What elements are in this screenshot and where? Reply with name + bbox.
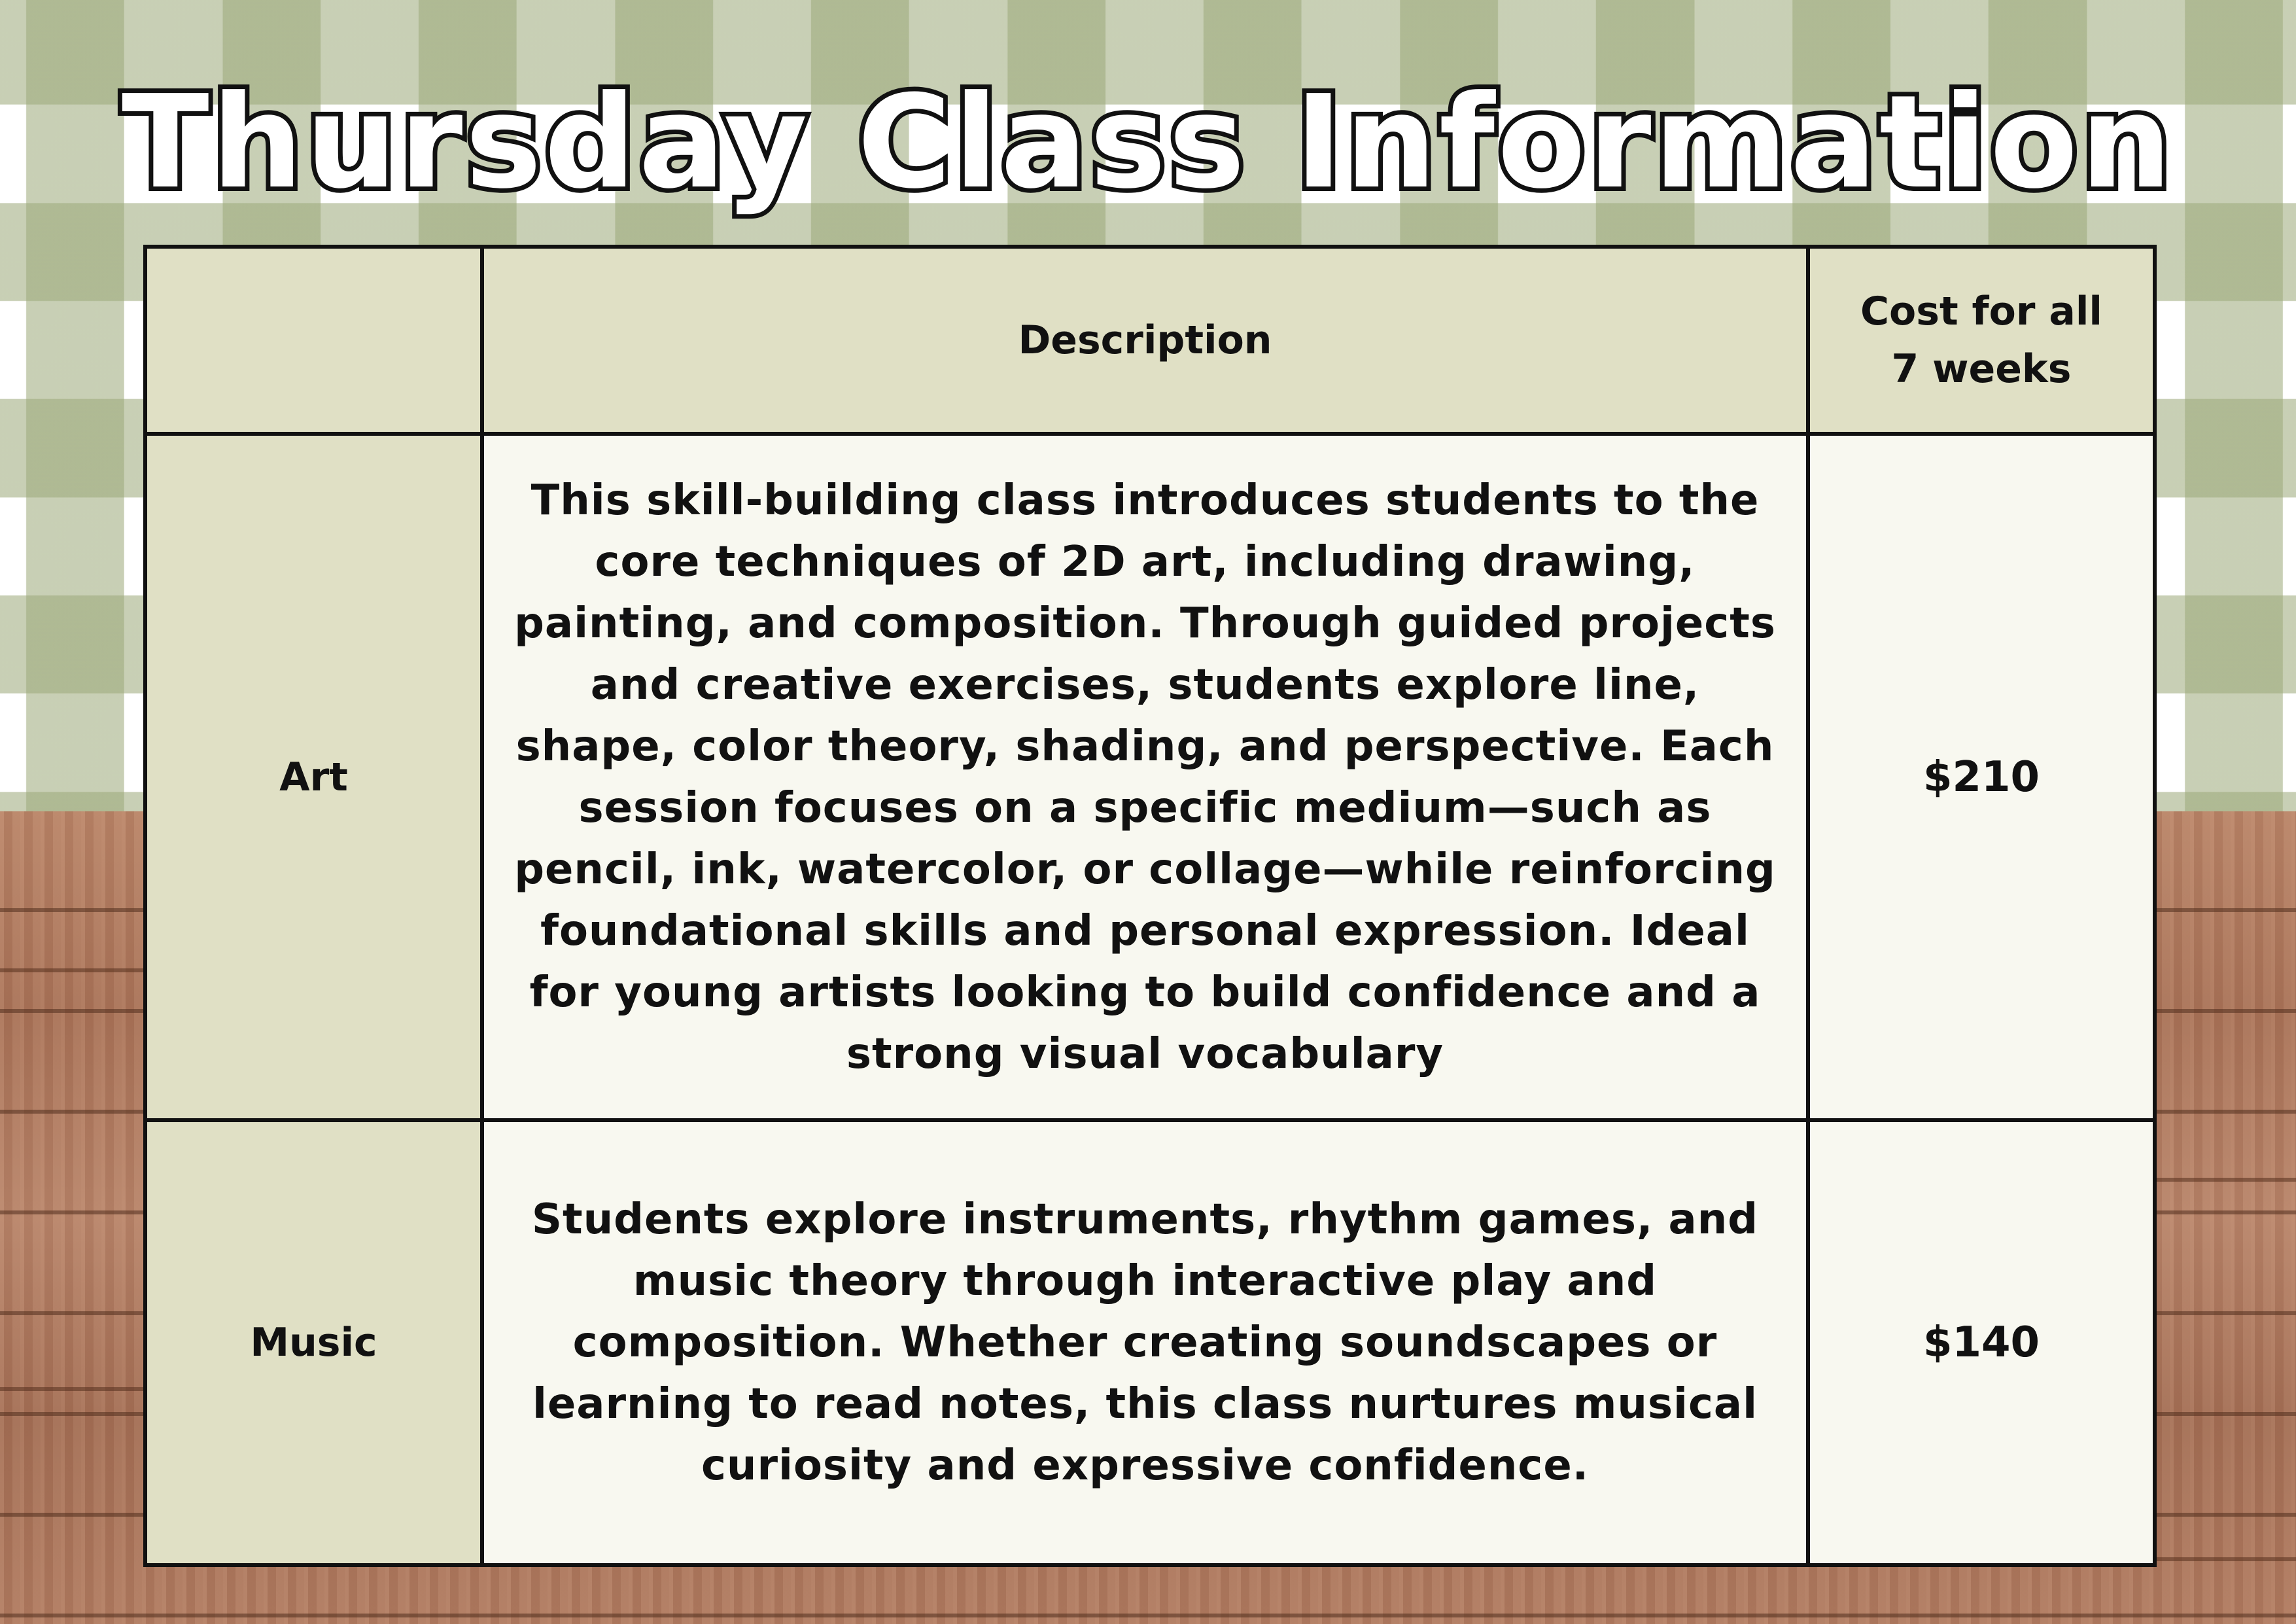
class-info-table — [143, 245, 2157, 1567]
class-name-cell: Art — [145, 434, 482, 1120]
class-cost-cell: $210 — [1808, 434, 2155, 1120]
class-description-cell: Students explore instruments, rhythm games, and music theory through interactive play and composition. Whether creating soundscapes or learning to read notes, this class nurtures musical curiosity and expressive confidence. — [482, 1120, 1808, 1565]
table-row — [145, 1120, 2155, 1565]
table-header-row — [145, 247, 2155, 434]
header-cost — [1808, 247, 2155, 434]
class-name-cell: Music — [145, 1120, 482, 1565]
header-cost-label: Cost for all 7 weeks — [1860, 289, 2102, 392]
class-description-cell: This skill-building class introduces students to the core techniques of 2D art, including drawing, painting, and composition. Through guided projects and creative exercises, students explore line, shape, color theory, shading, and perspective. Each session focuses on a specific medium—such as pencil, ink, watercolor, or collage—while reinforcing foundational skills and personal expression. Ideal for young artists looking to build confidence and a strong visual vocabulary — [482, 434, 1808, 1120]
page-title: Thursday Class Information — [121, 68, 2175, 217]
header-class-name — [145, 247, 482, 434]
class-cost-cell: $140 — [1808, 1120, 2155, 1565]
class-table-container — [143, 245, 2153, 1563]
header-description: Description — [482, 247, 1808, 434]
table-row — [145, 434, 2155, 1120]
